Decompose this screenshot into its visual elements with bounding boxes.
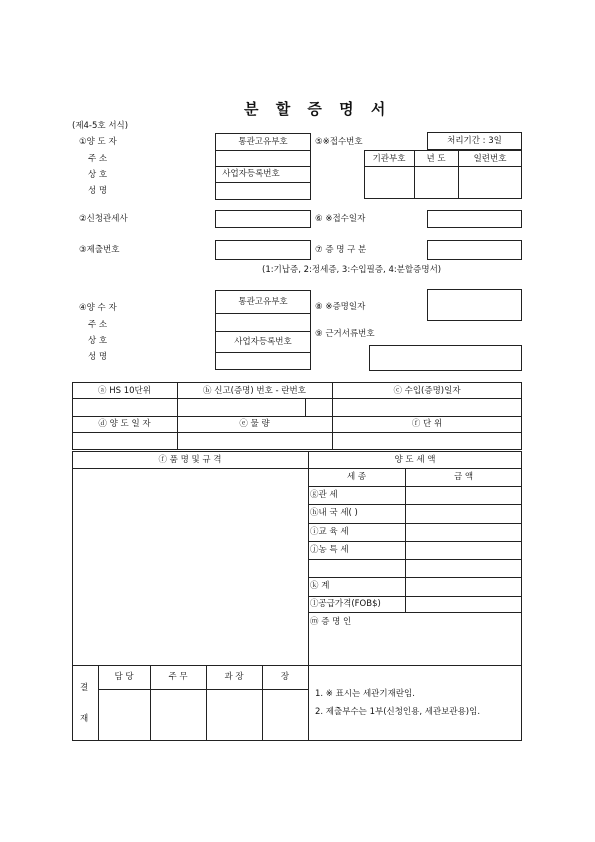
transferor-address-label: 주 소 [88,154,108,164]
receipt-no-label: ⑤※접수번호 [315,137,363,147]
ref-doc-no-field[interactable] [369,345,522,371]
page-title: 분 할 증 명 서 [244,100,392,118]
receipt-date-field[interactable] [427,210,522,228]
receipt-date-label: ⑥ ※접수일자 [315,214,366,224]
tax-row-customs: ⓖ관 세 [310,490,338,500]
ref-doc-no-label: ⑨ 근거서류번호 [315,329,375,339]
approval-col-head: 장 [280,672,290,682]
approval-col-staff: 담 당 [114,672,134,682]
cert-date-label: ⑧ ※증명일자 [315,302,366,312]
transferee-customs-id-label: 통관고유부호 [238,297,288,307]
tax-row-education: ⓘ교 육 세 [310,527,349,537]
approval-label-top: 결 [80,683,89,693]
hs-code-header: ⓐ HS 10단위 [98,386,151,396]
approval-col-section-chief: 과 장 [224,672,244,682]
transferor-biz-no-label: 사업자등록번호 [222,169,280,179]
quantity-header: ⓔ 물 량 [239,419,270,429]
cert-type-label: ⑦ 증 명 구 분 [315,245,367,255]
applicant-customs-field[interactable] [215,210,311,228]
submit-no-label: ③제출번호 [79,245,120,255]
item-spec-header: ⓕ 품 명 및 규 격 [158,455,222,465]
applicant-customs-label: ②신청관세사 [79,214,128,224]
note-2: 2. 제출부수는 1부(신청인용, 세관보관용)임. [315,707,481,717]
submit-no-field[interactable] [215,240,311,260]
transfer-tax-header: 양 도 세 액 [394,455,436,465]
import-date-header: ⓒ 수입(증명)일자 [393,386,461,396]
transferor-name-label: 성 명 [88,186,108,196]
process-period: 처리기간 : 3일 [447,136,502,146]
transferee-label: ④양 수 자 [79,303,117,313]
transferee-biz-no-label: 사업자등록번호 [234,337,292,347]
note-1: 1. ※ 표시는 세관기재란임. [315,689,415,699]
tax-row-total: ⓚ 계 [310,581,330,591]
receipt-col-serial: 일련번호 [473,154,507,164]
tax-kind-header: 세 종 [346,472,367,482]
receipt-col-year: 년 도 [426,154,446,164]
transferor-label: ①양 도 자 [79,137,117,147]
transferee-name-label: 성 명 [88,352,108,362]
tax-row-internal: ⓗ내 국 세( ) [310,508,358,518]
cert-type-field[interactable] [427,240,522,260]
approval-col-manager: 주 무 [168,672,188,682]
approval-label-bottom: 재 [80,714,89,724]
transferor-customs-id-label: 통관고유부호 [238,137,288,147]
decl-no-header: ⓑ 신고(증명) 번호 - 란번호 [203,386,306,396]
unit-header: ⓕ 단 위 [411,419,443,429]
tax-row-agri: ⓙ농 특 세 [310,545,349,555]
transferee-trade-label: 상 호 [88,336,108,346]
receipt-col-agency: 기관부호 [372,154,406,164]
form-number: (제4-5호 서식) [72,121,129,131]
cert-type-note: (1:기납증, 2:정세증, 3:수입필증, 4:분할증명서) [262,265,442,275]
tax-row-fob: ⓛ공급가격(FOB$) [310,599,381,609]
transferor-trade-label: 상 호 [88,170,108,180]
transfer-date-header: ⓓ 양 도 일 자 [98,419,151,429]
amount-header: 금 액 [453,472,474,482]
certifier-label: ⓜ 증 명 인 [310,617,352,627]
transferee-address-label: 주 소 [88,320,108,330]
cert-date-field[interactable] [427,289,522,321]
